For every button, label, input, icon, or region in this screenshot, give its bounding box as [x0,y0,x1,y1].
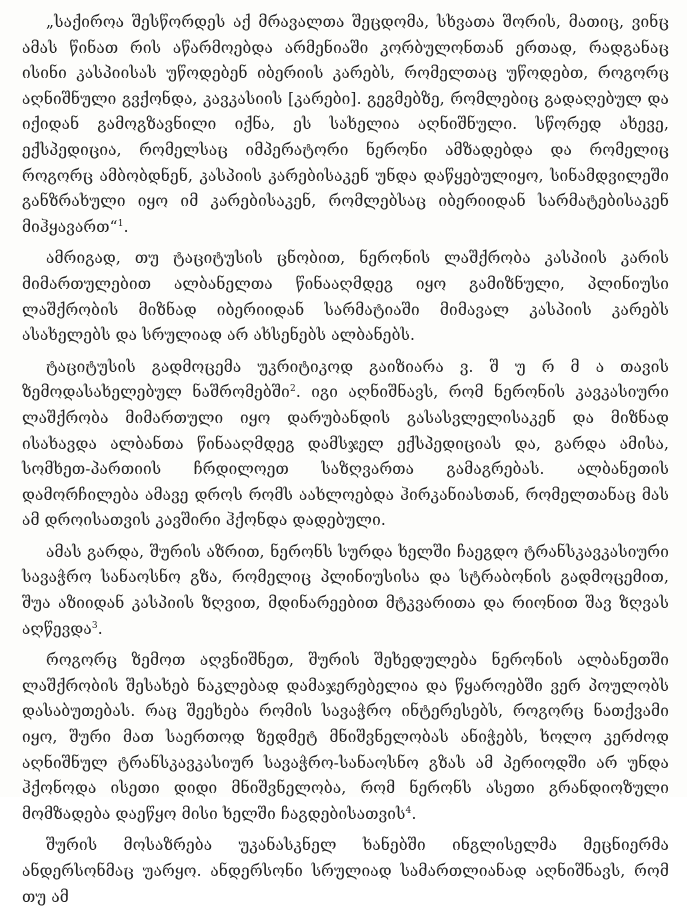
paragraph-5-text: როგორც ზემოთ აღვნიშნეთ, შურის შეხედულება ნერონის ალბანეთში ლაშქრობის შესახებ ნაკლებად დამაჯერებელია და წყაროებში ვერ პოულობს დასაბუთებას. რაც შეეხება რომის სავაჭრო ინტერესებს, როგორც ნათქვამი იყო, შური მათ საერთოდ ზედმეტ მნიშვნელობას ანიჭებს, ხოლო კერძოდ აღნიშნულ ტრანსკავკასიურ სავაჭრო-სანაოსნო გზას ამ პერიოდში არ უნდა ჰქონოდა ისეთი დიდი მნიშვნელობა, რომ ნერონს ასეთი გრანდიოზული მომზადება დაეწყო მისი ხელში ჩაგდებისათვის [22,651,669,823]
paragraph-1: „საქიროა შესწორდეს აქ მრავალთა შეცდომა, სხვათა შორის, მათიც, ვინც ამას წინათ რის აწარმოებდა არმენიაში კორბულონთან ერთად, რადგანაც ისინი კასპიისას უწოდებენ იბერიის კარებს, რომელთაც უწოდებთ, როგორც აღნიშნული გვქონდა, კავკასიის [კარები]. გეგმებზე, რომლებიც გადაღებულ და იქიდან გამოგზავნილი იქნა, ეს სახელია აღნიშნული. სწორედ ახევე, ექსპედიცია, რომელსაც იმპერატორი ნერონი ამზადებდა და რომელიც როგორც ამბობდნენ, კასპიის კარებისაკენ უნდა დაწყებულიყო, სინამდვილეში განზრახული იყო იმ კარებისაკენ, რომლებსაც იბერიიდან სარმატებისაკენ მიჰყავართ“$^1$. [22,13,669,236]
paragraph-3 [22,355,669,534]
paragraph-4 [22,540,669,642]
paragraph-2 [22,246,669,348]
paragraph-3-tail: . იგი აღნიშნავს, რომ ნერონის კავკასიური ლაშქრობა მიმართული იყო დარუბანდის გასასვლელისაკენ და მიზნად ისახავდა ალბანთა წინააღმდეგ დამსჯელ ექსპედიციას და, გარდა ამისა, სომხეთ-პართიის ჩრდილოეთ საზღვართა გამაგრებას. ალბანეთის დამორჩილება ამავე დროს რომს აახლოებდა ჰირკანიასთან, რომელთანაც მას ამ დროისათვის კავშირი ჰქონდა დადებული. [22,383,669,530]
paragraph-4-text: ამას გარდა, შურის აზრით, ნერონს სურდა ხელში ჩაეგდო ტრანსკავკასიური სავაჭრო სანაოსნო გზა, რომელიც პლინიუსისა და სტრაბონის გადმოცემით, შუა აზიიდან კასპიის ზღვით, მდინარეებით მტკვარითა და რიონით შავ ზღვას აღწევდა [22,542,669,638]
paragraph-5-tail: . [411,804,417,823]
footnote-ref-3: 3 [91,620,98,631]
paragraph-3-text: ტაციტუსის გადმოცემა უკრიტიკოდ გაიზიარა ვ. შ უ რ მ ა თავის ზემოდასახელებულ ნაშრომებში [22,357,669,402]
paragraph-2-text: ამრიგად, თუ ტაციტუსის ცნობით, ნერონის ლაშქრობა კასპიის კარის მიმართულებით ალბანელთა წინააღმდეგ იყო გამიზნული, პლინიუსი ლაშქრობის მიზნად იბერიიდან სარმატიაში მიმავალ კასპიის კარებს ასახელებს და სრულიად არ ახსენებს ალბანებს. [22,249,669,345]
paragraph-4-tail: . [97,619,103,638]
footnote-ref-2: 2 [289,384,296,395]
paragraph-6 [22,833,669,910]
footnote-ref-4: 4 [405,805,412,816]
paragraph-5 [22,648,669,827]
paragraph-1-text: „საქიროა შესწორდეს აქ მრავალთა შეცდომა, სხვათა შორის, მათიც, ვინც ამას წინათ რის აწარმოებდა არმენიაში კორბულონთან ერთად, რადგანაც ისინი კასპიისას უწოდებენ იბერიის კარებს, რომელთაც უწოდებთ, როგორც აღნიშნული გვქონდა, კავკასიის [კარები]. გეგმებზე, რომლებიც გადაღებულ და იქიდან გამოგზავნილი იქნა, ეს სახელია აღნიშნული. სწორედ ახევე, ექსპედიცია, რომელსაც იმპერატორი ნერონი ამზადებდა და რომელიც როგორც ამბობდნენ, კასპიის კარებისაკენ უნდა დაწყებულიყო, სინამდვილეში განზრახული იყო იმ კარებისაკენ, რომლებსაც იბერიიდან სარმატებისაკენ მიჰყავართ“ [22,13,669,236]
paragraph-6-text: შურის მოსაზრება უკანასკნელ ხანებში ინგლისელმა მეცნიერმა ანდერსონმაც უარყო. ანდერსონი სრულიად სამართლიანად აღნიშნავს, რომ თუ ამ [22,836,669,906]
footnote-ref-1: 1 [117,218,124,229]
